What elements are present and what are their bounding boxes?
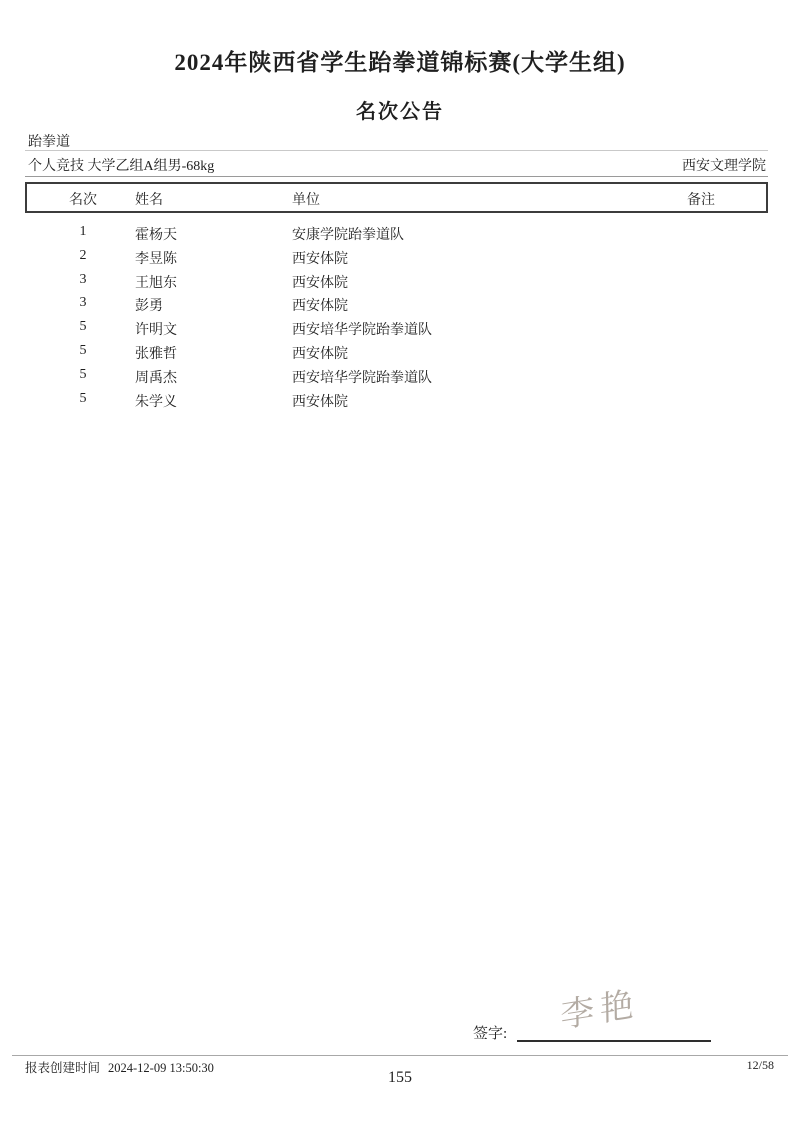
sheet-index: 12/58 (746, 1058, 774, 1072)
cell-rank: 5 (79, 390, 87, 406)
results-table-body (0, 220, 800, 410)
divider-under-sport (25, 150, 768, 151)
cell-name: 许明文 (135, 323, 177, 339)
host-school-label: 西安文理学院 (682, 159, 766, 174)
cell-rank: 5 (79, 342, 87, 358)
column-header-name: 姓名 (135, 193, 163, 208)
page-number: 155 (388, 1069, 412, 1086)
table-row (0, 268, 800, 292)
report-created-label: 报表创建时间 (25, 1061, 101, 1075)
table-row (0, 339, 800, 363)
column-header-rank: 名次 (69, 193, 97, 208)
handwritten-signature: 李艳 (560, 985, 640, 1036)
cell-rank: 2 (79, 247, 87, 263)
cell-rank: 5 (79, 366, 87, 382)
page-title: 2024年陕西省学生跆拳道锦标赛(大学生组) (174, 50, 626, 75)
divider-above-table (25, 176, 768, 177)
cell-rank: 3 (79, 271, 87, 287)
column-header-remark: 备注 (687, 193, 715, 208)
cell-name: 彭勇 (135, 299, 163, 315)
cell-name: 周禹杰 (135, 370, 177, 386)
signature-underline (517, 1040, 711, 1042)
table-row (0, 387, 800, 411)
event-category-label: 个人竞技 大学乙组A组男-68kg (28, 159, 215, 174)
table-row (0, 363, 800, 387)
cell-unit: 西安培华学院跆拳道队 (292, 323, 432, 339)
table-row (0, 291, 800, 315)
report-created-datetime: 2024-12-09 13:50:30 (108, 1061, 214, 1075)
cell-unit: 西安体院 (292, 299, 348, 315)
footer-divider (12, 1055, 788, 1056)
signature-block (0, 980, 800, 1050)
cell-rank: 5 (79, 319, 87, 335)
cell-name: 朱学义 (135, 394, 177, 410)
cell-unit: 安康学院跆拳道队 (292, 228, 404, 243)
cell-name: 王旭东 (135, 275, 177, 291)
table-row (0, 220, 800, 244)
cell-name: 张雅哲 (135, 346, 177, 362)
cell-unit: 西安体院 (292, 275, 348, 291)
sport-label: 跆拳道 (28, 135, 70, 150)
cell-name: 霍杨天 (135, 228, 177, 243)
cell-unit: 西安体院 (292, 346, 348, 362)
table-row (0, 244, 800, 268)
cell-unit: 西安培华学院跆拳道队 (292, 370, 432, 386)
cell-rank: 3 (79, 295, 87, 311)
cell-name: 李昱陈 (135, 251, 177, 267)
cell-unit: 西安体院 (292, 394, 348, 410)
cell-rank: 1 (79, 224, 87, 239)
page-subtitle: 名次公告 (356, 101, 444, 123)
signature-label: 签字: (473, 1026, 508, 1042)
column-header-unit: 单位 (292, 193, 320, 208)
cell-unit: 西安体院 (292, 251, 348, 267)
table-row (0, 315, 800, 339)
